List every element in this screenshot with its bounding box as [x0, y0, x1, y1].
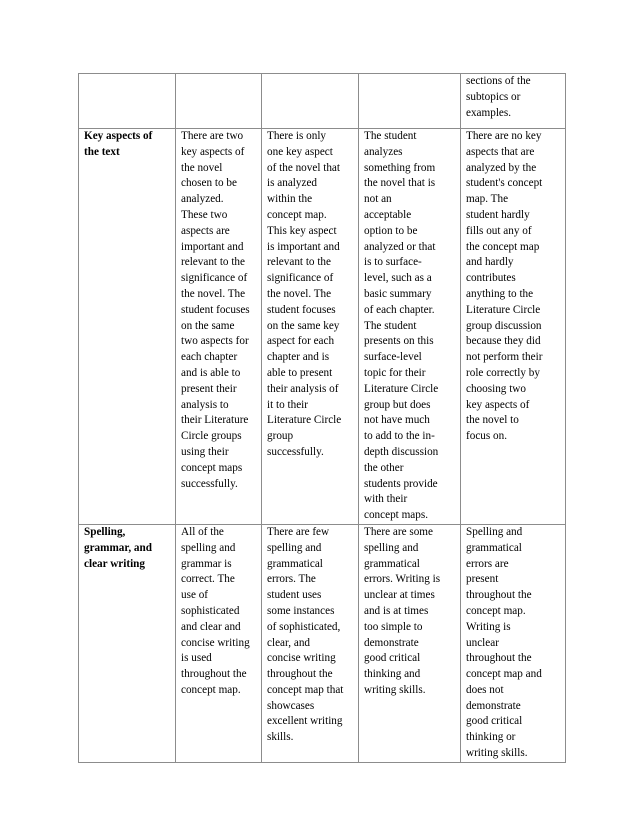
level-cell-3: [359, 129, 461, 525]
cell-text-line: too simple to: [364, 620, 423, 633]
cell-text-line: anything to the: [466, 287, 534, 300]
cell-text-line: skills.: [267, 731, 294, 744]
cell-text-line: thinking and: [364, 668, 421, 681]
cell-text-line: surface-level: [364, 351, 422, 364]
cell-text-line: showcases: [267, 699, 315, 712]
cell-text-line: student hardly: [466, 208, 530, 221]
cell-text-line: clear, and: [267, 636, 311, 649]
cell-text-line: demonstrate: [364, 636, 419, 649]
cell-text-line: examples.: [466, 106, 512, 119]
level-cell-3: [359, 524, 461, 762]
cell-text-line: There are two: [181, 130, 244, 142]
cell-text-line: concept map.: [181, 683, 241, 696]
cell-text-line: concept maps.: [364, 509, 428, 522]
cell-text-line: correct. The: [181, 573, 235, 586]
cell-text-line: Spelling,: [84, 525, 126, 538]
cell-text-line: option to be: [364, 224, 418, 237]
cell-text-line: aspects are: [181, 224, 230, 237]
cell-text-line: The student: [364, 319, 417, 332]
cell-text-line: able to present: [267, 366, 333, 379]
cell-text-line: something from: [364, 161, 436, 174]
cell-text-line: and hardly: [466, 256, 514, 269]
cell-text-line: concept map that: [267, 683, 344, 696]
cell-text-line: Literature Circle: [364, 382, 439, 395]
cell-text-line: excellent writing: [267, 715, 343, 728]
cell-text-line: analysis to: [181, 398, 229, 411]
cell-text-line: presents on this: [364, 335, 434, 348]
cell-text-line: unclear: [466, 636, 499, 649]
cell-text-line: not perform their: [466, 351, 543, 364]
criterion-cell: [79, 129, 176, 525]
cell-text-line: choosing two: [466, 382, 526, 395]
level-cell-4: [461, 129, 566, 525]
cell-text-line: errors. Writing is: [364, 573, 441, 586]
cell-text-line: unclear at times: [364, 589, 435, 602]
cell-text-line: is important and: [267, 240, 340, 253]
cell-text-line: of sophisticated,: [267, 620, 341, 633]
cell-text-line: significance of: [267, 272, 334, 285]
cell-text-line: student focuses: [267, 303, 336, 316]
cell-text-line: level, such as a: [364, 272, 432, 285]
cell-text-line: with their: [364, 493, 408, 506]
cell-text-line: depth discussion: [364, 445, 439, 458]
cell-text-line: their analysis of: [267, 382, 339, 395]
cell-text-line: within the: [267, 193, 313, 206]
rubric-row-key-aspects: [79, 129, 566, 525]
cell-text-line: significance of: [181, 272, 248, 285]
cell-text-line: on the same key: [267, 319, 340, 332]
cell-text-line: relevant to the: [267, 256, 331, 269]
cell-text-line: analyzed by the: [466, 161, 537, 174]
cell-text-line: fills out any of: [466, 224, 532, 237]
cell-text-line: All of the: [181, 525, 224, 538]
cell-text-line: Literature Circle: [466, 303, 541, 316]
cell-text-line: spelling and: [364, 541, 419, 554]
cell-text-line: group: [267, 430, 294, 443]
cell-text-line: use of: [181, 589, 209, 602]
cell-text-line: students provide: [364, 477, 438, 490]
cell-text-line: student focuses: [181, 303, 250, 316]
cell-text-line: concept map and: [466, 668, 542, 681]
cell-text-line: throughout the: [466, 589, 532, 602]
cell-text-line: each chapter: [181, 351, 238, 364]
cell-text-line: Writing is: [466, 620, 511, 633]
cell-text-line: Spelling and: [466, 525, 523, 538]
level-cell-3: [359, 74, 461, 129]
cell-text-line: the text: [84, 145, 120, 158]
cell-text-line: spelling and: [181, 541, 236, 554]
cell-text-line: present their: [181, 382, 237, 395]
cell-text-line: role correctly by: [466, 366, 540, 379]
cell-text-line: is analyzed: [267, 177, 318, 190]
cell-text-line: grammar is: [181, 557, 232, 570]
level-cell-1: [176, 524, 262, 762]
cell-text-line: does not: [466, 683, 504, 696]
cell-text-line: map. The: [466, 193, 509, 206]
cell-text-line: because they did: [466, 335, 541, 348]
cell-text-line: There are no key: [466, 130, 542, 142]
cell-text-line: contributes: [466, 272, 516, 285]
level-cell-1: [176, 129, 262, 525]
level-cell-1: [176, 74, 262, 129]
rubric-table: [78, 73, 566, 763]
cell-text-line: the novel: [181, 161, 223, 174]
cell-text-line: is to surface-: [364, 256, 422, 269]
cell-text-line: There is only: [267, 130, 327, 142]
cell-text-line: the other: [364, 461, 404, 474]
cell-text-line: basic summary: [364, 287, 432, 300]
cell-text-line: the novel. The: [267, 287, 332, 300]
cell-text-line: student uses: [267, 589, 322, 602]
level-cell-2: [262, 524, 359, 762]
cell-text-line: errors. The: [267, 573, 316, 586]
cell-text-line: using their: [181, 445, 229, 458]
level-cell-2: [262, 129, 359, 525]
cell-text-line: two aspects for: [181, 335, 249, 348]
cell-text-line: concise writing: [181, 636, 250, 649]
cell-text-line: There are some: [364, 525, 433, 538]
cell-text-line: to add to the in-: [364, 430, 435, 443]
cell-text-line: the novel that is: [364, 177, 436, 190]
cell-text-line: throughout the: [181, 668, 247, 681]
rubric-row-spelling: [79, 524, 566, 762]
cell-text-line: key aspects of: [466, 398, 530, 411]
cell-text-line: chapter and is: [267, 351, 330, 364]
cell-text-line: aspects that are: [466, 145, 535, 158]
cell-text-line: thinking or: [466, 731, 516, 744]
level-cell-4: [461, 74, 566, 129]
level-cell-2: [262, 74, 359, 129]
cell-text-line: topic for their: [364, 366, 426, 379]
cell-text-line: writing skills.: [466, 747, 528, 760]
cell-text-line: grammatical: [466, 541, 522, 554]
cell-text-line: successfully.: [267, 445, 324, 458]
cell-text-line: aspect for each: [267, 335, 335, 348]
rubric-row-continuation: [79, 74, 566, 129]
cell-text-line: chosen to be: [181, 177, 237, 190]
criterion-cell: [79, 74, 176, 129]
cell-text-line: analyzed.: [181, 193, 224, 206]
cell-text-line: of each chapter.: [364, 303, 435, 316]
cell-text-line: is used: [181, 652, 212, 665]
cell-text-line: These two: [181, 208, 228, 221]
cell-text-line: There are few: [267, 525, 330, 538]
cell-text-line: some instances: [267, 604, 335, 617]
cell-text-line: concept maps: [181, 461, 243, 474]
cell-text-line: throughout the: [267, 668, 333, 681]
cell-text-line: on the same: [181, 319, 235, 332]
cell-text-line: errors are: [466, 557, 509, 570]
cell-text-line: the novel. The: [181, 287, 246, 300]
cell-text-line: Key aspects of: [84, 130, 153, 142]
cell-text-line: subtopics or: [466, 90, 521, 103]
cell-text-line: group discussion: [466, 319, 542, 332]
cell-text-line: concept map.: [267, 208, 327, 221]
cell-text-line: present: [466, 573, 499, 586]
cell-text-line: of the novel that: [267, 161, 341, 174]
cell-text-line: important and: [181, 240, 244, 253]
cell-text-line: focus on.: [466, 430, 508, 443]
cell-text-line: not have much: [364, 414, 430, 427]
cell-text-line: analyzed or that: [364, 240, 436, 253]
cell-text-line: it to their: [267, 398, 309, 411]
cell-text-line: clear writing: [84, 557, 145, 570]
criterion-cell: [79, 524, 176, 762]
cell-text-line: Circle groups: [181, 430, 242, 443]
cell-text-line: key aspects of: [181, 145, 245, 158]
cell-text-line: concise writing: [267, 652, 336, 665]
cell-text-line: the concept map: [466, 240, 540, 253]
cell-text-line: good critical: [364, 652, 421, 665]
cell-text-line: one key aspect: [267, 145, 333, 158]
cell-text-line: acceptable: [364, 208, 412, 221]
cell-text-line: Literature Circle: [267, 414, 342, 427]
cell-text-line: student's concept: [466, 177, 543, 190]
cell-text-line: The student: [364, 130, 417, 142]
cell-text-line: grammar, and: [84, 541, 152, 554]
cell-text-line: good critical: [466, 715, 523, 728]
cell-text-line: This key aspect: [267, 224, 337, 237]
cell-text-line: grammatical: [364, 557, 420, 570]
cell-text-line: demonstrate: [466, 699, 521, 712]
cell-text-line: analyzes: [364, 145, 403, 158]
cell-text-line: their Literature: [181, 414, 249, 427]
cell-text-line: and clear and: [181, 620, 241, 633]
cell-text-line: the novel to: [466, 414, 519, 427]
cell-text-line: spelling and: [267, 541, 322, 554]
cell-text-line: and is at times: [364, 604, 429, 617]
cell-text-line: throughout the: [466, 652, 532, 665]
cell-text-line: concept map.: [466, 604, 526, 617]
cell-text-line: group but does: [364, 398, 431, 411]
cell-text-line: grammatical: [267, 557, 323, 570]
level-cell-4: [461, 524, 566, 762]
cell-text-line: writing skills.: [364, 683, 426, 696]
cell-text-line: relevant to the: [181, 256, 245, 269]
cell-text-line: and is able to: [181, 366, 241, 379]
cell-text-line: successfully.: [181, 477, 238, 490]
cell-text-line: sophisticated: [181, 604, 240, 617]
cell-text-line: sections of the: [466, 75, 531, 87]
cell-text-line: not an: [364, 193, 392, 206]
